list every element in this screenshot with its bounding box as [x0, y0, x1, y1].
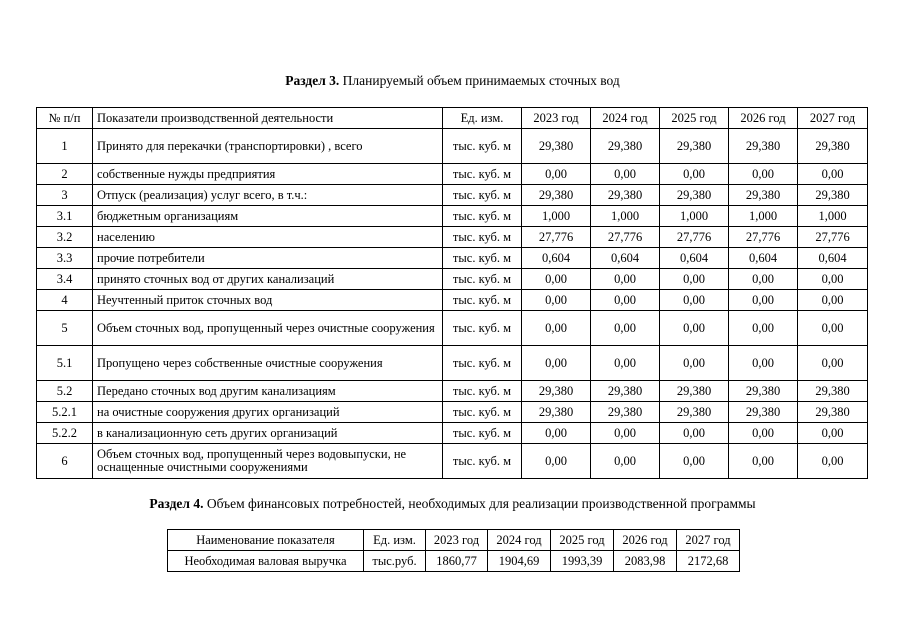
value-2027: 0,00 [798, 164, 868, 185]
row-num: 1 [37, 129, 93, 164]
value-2024: 0,604 [591, 248, 660, 269]
row-unit: тыс. куб. м [443, 346, 522, 381]
header-2025: 2025 год [660, 108, 729, 129]
section3-title-text: Планируемый объем принимаемых сточных вод [342, 73, 620, 88]
row-unit: тыс. куб. м [443, 185, 522, 206]
row-unit: тыс. куб. м [443, 227, 522, 248]
row-num: 3.4 [37, 269, 93, 290]
table-row [37, 185, 868, 206]
header-2025: 2025 год [551, 530, 614, 551]
value-2024: 1,000 [591, 206, 660, 227]
row-num: 3.3 [37, 248, 93, 269]
value-2026: 29,380 [729, 129, 798, 164]
table-row [37, 227, 868, 248]
value-2025: 29,380 [660, 381, 729, 402]
value-2024: 29,380 [591, 402, 660, 423]
row-unit: тыс.руб. [364, 551, 426, 572]
value-2023: 0,00 [522, 444, 591, 479]
value-2025: 0,00 [660, 444, 729, 479]
table-row [37, 269, 868, 290]
value-2025: 0,00 [660, 423, 729, 444]
financial-needs-table [167, 529, 740, 572]
row-indicator: Принято для перекачки (транспортировки) , всего [93, 129, 443, 164]
value-2027: 0,00 [798, 346, 868, 381]
value-2027: 27,776 [798, 227, 868, 248]
row-num: 3.2 [37, 227, 93, 248]
header-indicator-name: Наименование показателя [168, 530, 364, 551]
table-row [37, 381, 868, 402]
value-2023: 0,00 [522, 164, 591, 185]
row-unit: тыс. куб. м [443, 248, 522, 269]
row-indicator: прочие потребители [93, 248, 443, 269]
value-2025: 1993,39 [551, 551, 614, 572]
row-indicator: Объем сточных вод, пропущенный через водовыпуски, не оснащенные очистными сооружениями [93, 444, 443, 479]
value-2024: 29,380 [591, 185, 660, 206]
row-indicator: бюджетным организациям [93, 206, 443, 227]
table-row [37, 402, 868, 423]
value-2024: 0,00 [591, 164, 660, 185]
row-num: 3.1 [37, 206, 93, 227]
row-num: 4 [37, 290, 93, 311]
value-2023: 29,380 [522, 185, 591, 206]
value-2025: 0,604 [660, 248, 729, 269]
row-indicator: Передано сточных вод другим канализациям [93, 381, 443, 402]
value-2023: 0,00 [522, 290, 591, 311]
header-2023: 2023 год [426, 530, 488, 551]
value-2023: 0,00 [522, 423, 591, 444]
value-2026: 29,380 [729, 185, 798, 206]
row-num: 5.2.2 [37, 423, 93, 444]
value-2027: 1,000 [798, 206, 868, 227]
value-2025: 0,00 [660, 311, 729, 346]
table-row [37, 346, 868, 381]
value-2024: 0,00 [591, 269, 660, 290]
header-2027: 2027 год [677, 530, 740, 551]
value-2027: 0,00 [798, 444, 868, 479]
row-unit: тыс. куб. м [443, 423, 522, 444]
row-unit: тыс. куб. м [443, 269, 522, 290]
table-row [37, 206, 868, 227]
value-2025: 0,00 [660, 269, 729, 290]
value-2026: 0,00 [729, 164, 798, 185]
row-unit: тыс. куб. м [443, 444, 522, 479]
value-2027: 0,00 [798, 269, 868, 290]
header-2024: 2024 год [488, 530, 551, 551]
value-2026: 27,776 [729, 227, 798, 248]
value-2024: 1904,69 [488, 551, 551, 572]
section3-title [0, 73, 905, 89]
row-unit: тыс. куб. м [443, 311, 522, 346]
value-2024: 29,380 [591, 129, 660, 164]
wastewater-volume-table [36, 107, 868, 479]
row-unit: тыс. куб. м [443, 164, 522, 185]
row-indicator: Неучтенный приток сточных вод [93, 290, 443, 311]
row-num: 6 [37, 444, 93, 479]
row-num: 3 [37, 185, 93, 206]
row-indicator: Отпуск (реализация) услуг всего, в т.ч.: [93, 185, 443, 206]
value-2027: 0,00 [798, 423, 868, 444]
row-indicator: собственные нужды предприятия [93, 164, 443, 185]
value-2027: 2172,68 [677, 551, 740, 572]
header-2026: 2026 год [614, 530, 677, 551]
value-2026: 29,380 [729, 381, 798, 402]
row-indicator: на очистные сооружения других организаций [93, 402, 443, 423]
value-2023: 1860,77 [426, 551, 488, 572]
value-2025: 0,00 [660, 290, 729, 311]
value-2026: 0,00 [729, 346, 798, 381]
value-2027: 0,00 [798, 311, 868, 346]
row-indicator: Объем сточных вод, пропущенный через очистные сооружения [93, 311, 443, 346]
row-unit: тыс. куб. м [443, 290, 522, 311]
section4-label: Раздел 4. [149, 496, 204, 511]
value-2023: 29,380 [522, 129, 591, 164]
row-unit: тыс. куб. м [443, 129, 522, 164]
table-header-row [37, 108, 868, 129]
row-unit: тыс. куб. м [443, 206, 522, 227]
value-2026: 0,00 [729, 423, 798, 444]
header-2026: 2026 год [729, 108, 798, 129]
value-2024: 0,00 [591, 290, 660, 311]
value-2024: 0,00 [591, 311, 660, 346]
value-2027: 0,604 [798, 248, 868, 269]
row-num: 5.2 [37, 381, 93, 402]
value-2025: 1,000 [660, 206, 729, 227]
value-2024: 0,00 [591, 444, 660, 479]
value-2025: 0,00 [660, 346, 729, 381]
table-header-row [168, 530, 740, 551]
value-2027: 29,380 [798, 402, 868, 423]
row-num: 5.2.1 [37, 402, 93, 423]
value-2025: 29,380 [660, 402, 729, 423]
value-2026: 0,00 [729, 290, 798, 311]
table-row [37, 423, 868, 444]
value-2027: 29,380 [798, 185, 868, 206]
section3-label: Раздел 3. [285, 73, 340, 88]
row-unit: тыс. куб. м [443, 381, 522, 402]
value-2025: 27,776 [660, 227, 729, 248]
section4-title [0, 496, 905, 512]
value-2023: 0,00 [522, 269, 591, 290]
header-2023: 2023 год [522, 108, 591, 129]
table-row [37, 444, 868, 479]
row-num: 5 [37, 311, 93, 346]
row-indicator: принято сточных вод от других канализаций [93, 269, 443, 290]
row-unit: тыс. куб. м [443, 402, 522, 423]
value-2025: 0,00 [660, 164, 729, 185]
value-2023: 1,000 [522, 206, 591, 227]
value-2026: 1,000 [729, 206, 798, 227]
row-indicator: Пропущено через собственные очистные сооружения [93, 346, 443, 381]
value-2024: 29,380 [591, 381, 660, 402]
value-2026: 0,00 [729, 269, 798, 290]
section4-title-text: Объем финансовых потребностей, необходимых для реализации производственной программы [206, 496, 756, 511]
row-indicator: населению [93, 227, 443, 248]
value-2023: 27,776 [522, 227, 591, 248]
value-2023: 0,00 [522, 346, 591, 381]
header-indicator: Показатели производственной деятельности [93, 108, 443, 129]
table-row [37, 311, 868, 346]
row-num: 2 [37, 164, 93, 185]
value-2026: 29,380 [729, 402, 798, 423]
value-2023: 29,380 [522, 402, 591, 423]
value-2024: 27,776 [591, 227, 660, 248]
table-row [37, 164, 868, 185]
value-2023: 0,604 [522, 248, 591, 269]
value-2027: 29,380 [798, 129, 868, 164]
table-row [37, 248, 868, 269]
value-2026: 2083,98 [614, 551, 677, 572]
row-num: 5.1 [37, 346, 93, 381]
value-2026: 0,00 [729, 444, 798, 479]
header-num: № п/п [37, 108, 93, 129]
header-unit: Ед. изм. [443, 108, 522, 129]
header-2024: 2024 год [591, 108, 660, 129]
value-2027: 0,00 [798, 290, 868, 311]
value-2025: 29,380 [660, 185, 729, 206]
table-row [37, 290, 868, 311]
value-2025: 29,380 [660, 129, 729, 164]
value-2024: 0,00 [591, 346, 660, 381]
value-2024: 0,00 [591, 423, 660, 444]
value-2026: 0,00 [729, 311, 798, 346]
value-2023: 0,00 [522, 311, 591, 346]
value-2023: 29,380 [522, 381, 591, 402]
table-row [37, 129, 868, 164]
row-name: Необходимая валовая выручка [168, 551, 364, 572]
header-2027: 2027 год [798, 108, 868, 129]
row-indicator: в канализационную сеть других организаций [93, 423, 443, 444]
table-row [168, 551, 740, 572]
value-2026: 0,604 [729, 248, 798, 269]
header-unit: Ед. изм. [364, 530, 426, 551]
value-2027: 29,380 [798, 381, 868, 402]
